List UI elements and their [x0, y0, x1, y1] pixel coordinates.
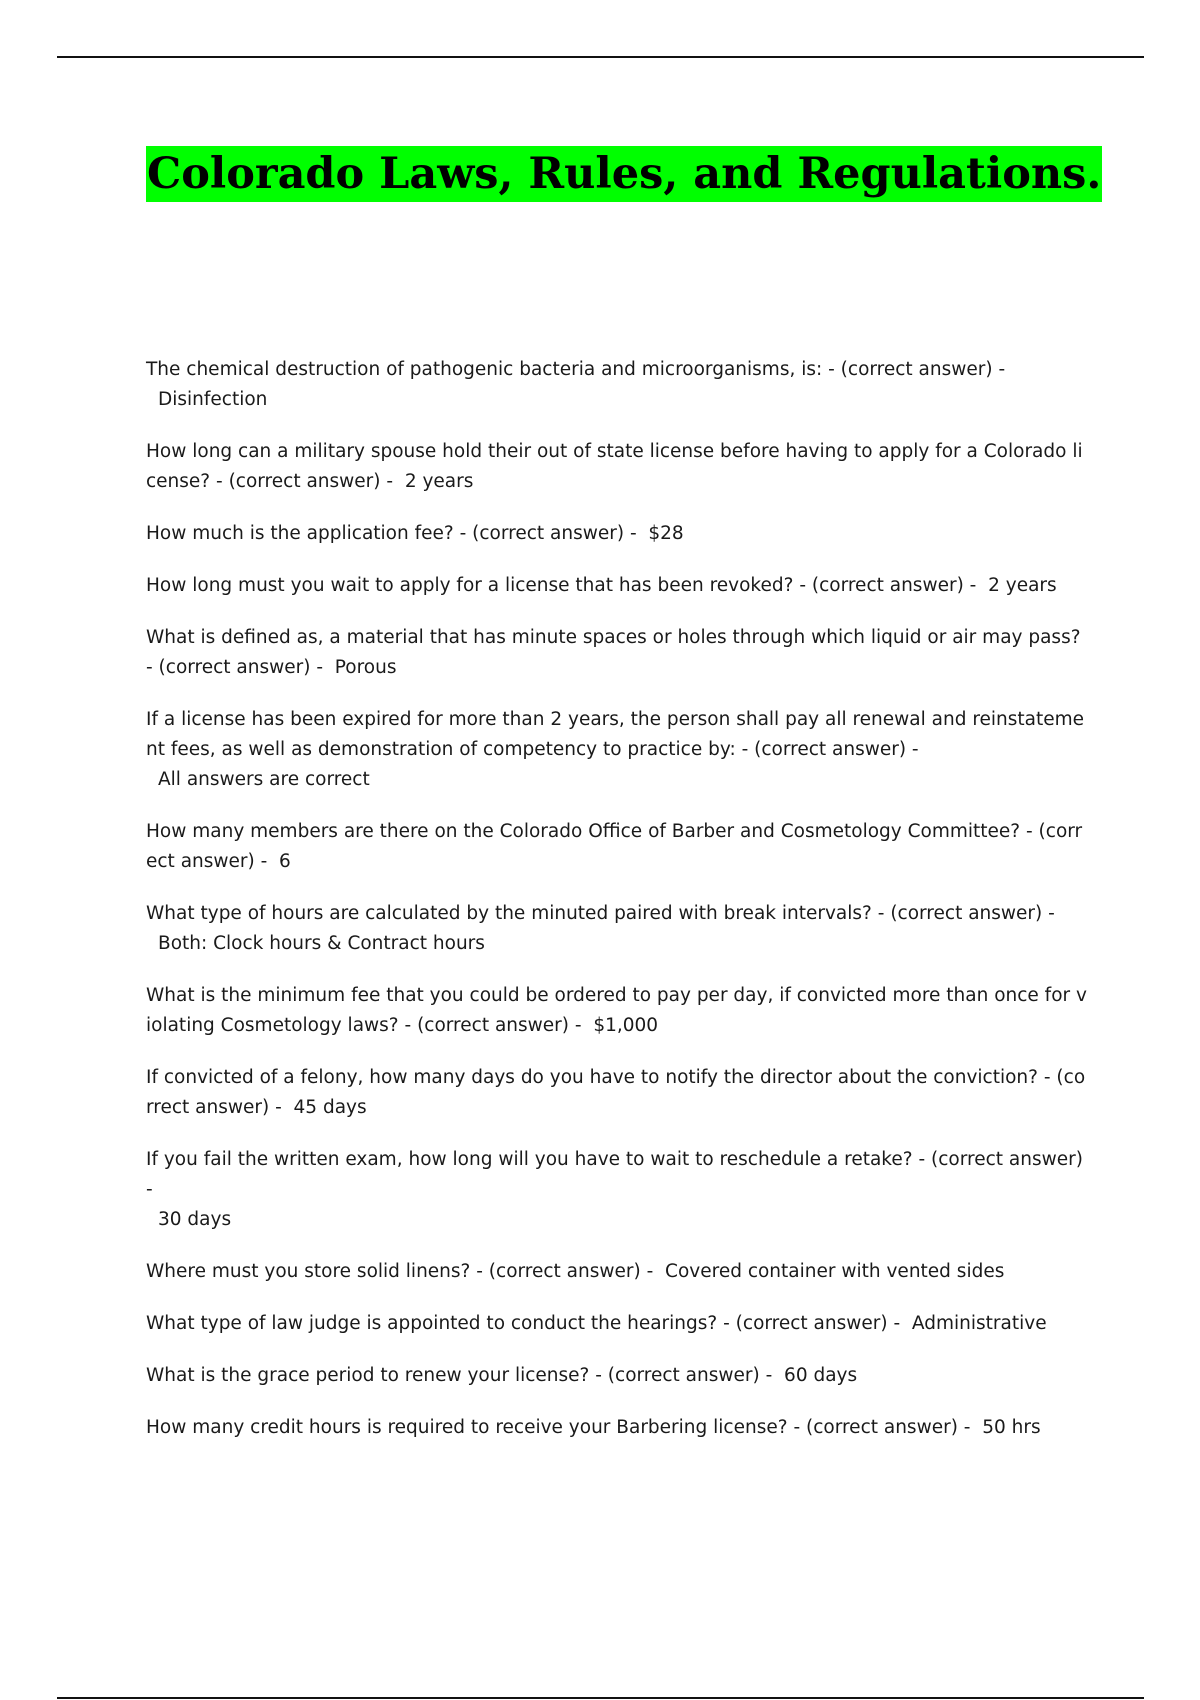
qa-item [146, 1309, 1091, 1339]
qa-item [146, 437, 1091, 497]
question-text: How much is the application fee? [146, 523, 454, 544]
answer-text: Covered container with vented sides [665, 1261, 1005, 1282]
answer-marker: - (correct answer) - [595, 1365, 773, 1386]
qa-list [146, 355, 1091, 1465]
document-title: Colorado Laws, Rules, and Regulations. [146, 146, 1102, 202]
answer-text: Porous [334, 657, 397, 678]
answer-text: 60 days [784, 1365, 858, 1386]
qa-item [146, 623, 1091, 683]
qa-item [146, 981, 1091, 1041]
question-text: If convicted of a felony, how many days do you have to notify the director about the conviction? [146, 1067, 1038, 1088]
answer-marker: - (correct answer) - [146, 657, 324, 678]
answer-marker: - (correct answer) - [877, 903, 1055, 924]
qa-item [146, 1257, 1091, 1287]
qa-item [146, 571, 1091, 601]
answer-marker: - (correct answer) - [793, 1417, 971, 1438]
question-text: What type of law judge is appointed to conduct the hearings? [146, 1313, 718, 1334]
question-text: How many members are there on the Colorado Office of Barber and Cosmetology Committee? [146, 821, 1021, 842]
answer-marker: - (correct answer) - [216, 471, 394, 492]
answer-text: 2 years [404, 471, 474, 492]
top-divider [57, 56, 1144, 58]
answer-text: 2 years [988, 575, 1057, 596]
qa-item [146, 1145, 1091, 1235]
qa-item [146, 519, 1091, 549]
question-text: What is the grace period to renew your license? [146, 1365, 590, 1386]
answer-marker: - (correct answer) - [723, 1313, 901, 1334]
qa-item [146, 355, 1091, 415]
question-text: What is the minimum fee that you could be ordered to pay per day, if convicted more than once for violating Cosmetology laws? [146, 985, 1087, 1036]
answer-marker: - (correct answer) - [146, 1067, 1086, 1118]
answer-marker: - (correct answer) - [459, 523, 637, 544]
qa-item [146, 705, 1091, 795]
question-text: How long must you wait to apply for a license that has been revoked? [146, 575, 794, 596]
question-text: What type of hours are calculated by the minuted paired with break intervals? [146, 903, 872, 924]
bottom-divider [57, 1697, 1144, 1699]
answer-text: Administrative [911, 1313, 1047, 1334]
question-text: What is defined as, a material that has minute spaces or holes through which liquid or air may pass? [146, 627, 1081, 648]
answer-marker: - (correct answer) - [476, 1261, 654, 1282]
qa-item [146, 817, 1091, 877]
answer-text: Disinfection [158, 389, 268, 410]
answer-text: $1,000 [593, 1015, 659, 1036]
answer-text: $28 [648, 523, 684, 544]
answer-text: 6 [279, 851, 291, 872]
qa-item [146, 1063, 1091, 1123]
question-text: How long can a military spouse hold their out of state license before having to apply for a Colorado license? [146, 441, 1083, 492]
answer-marker: - (correct answer) - [741, 739, 919, 760]
qa-item [146, 1413, 1091, 1443]
answer-marker: - (correct answer) - [799, 575, 977, 596]
answer-marker: - (correct answer) - [828, 359, 1006, 380]
answer-text: 45 days [293, 1097, 367, 1118]
answer-text: 30 days [158, 1209, 232, 1230]
answer-text: 50 hrs [982, 1417, 1041, 1438]
question-text: Where must you store solid linens? [146, 1261, 471, 1282]
answer-text: All answers are correct [158, 769, 370, 790]
question-text: If a license has been expired for more than 2 years, the person shall pay all renewal and reinstatement fees, as well as demonstration of competency to practice by: [146, 709, 1085, 760]
answer-text: Both: Clock hours & Contract hours [158, 933, 485, 954]
answer-marker: - (correct answer) - [404, 1015, 582, 1036]
answer-marker: - (correct answer) - [146, 1149, 1083, 1200]
qa-item [146, 1361, 1091, 1391]
qa-item [146, 899, 1091, 959]
question-text: How many credit hours is required to receive your Barbering license? [146, 1417, 788, 1438]
question-text: The chemical destruction of pathogenic bacteria and microorganisms, is: [146, 359, 823, 380]
answer-marker: - (correct answer) - [146, 821, 1083, 872]
question-text: If you fail the written exam, how long will you have to wait to reschedule a retake? [146, 1149, 913, 1170]
title-block [146, 146, 1102, 202]
